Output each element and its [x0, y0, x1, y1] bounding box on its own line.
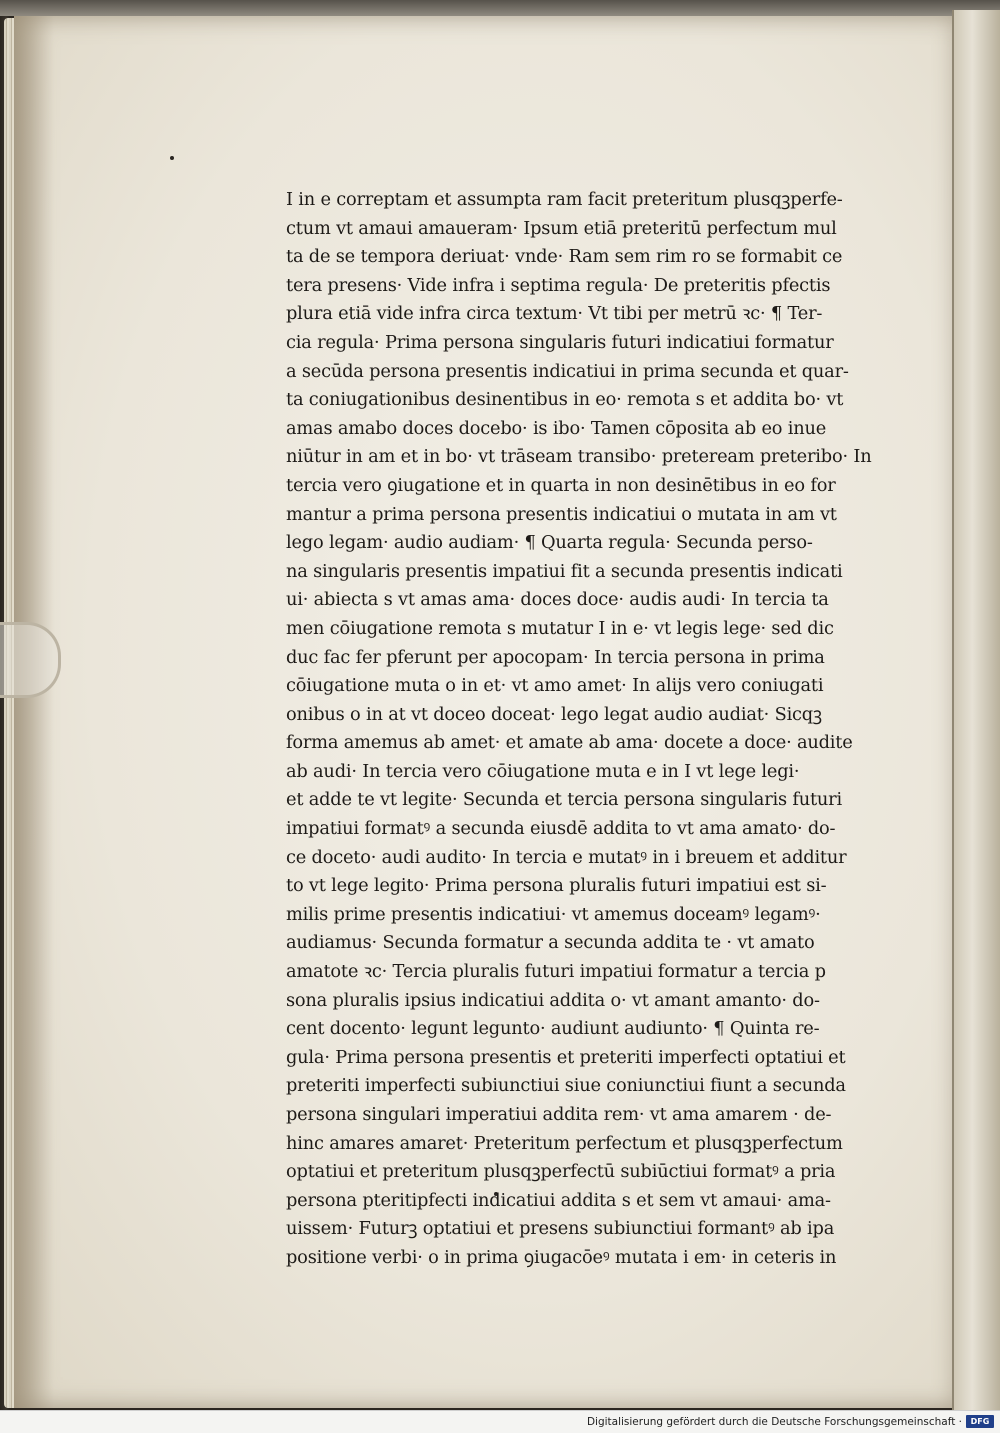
text-line: persona pteritipfecti indicatiui addita s et sem vt amaui· ama-: [286, 1189, 831, 1211]
text-line: plura etiā vide infra circa textum· Vt tibi per metrū ꝛc· ¶ Ter-: [286, 303, 823, 325]
text-line: positione verbi· o in prima ꝯiugacōeꝰ mutata i em· in ceteris in: [286, 1246, 837, 1268]
text-line: ce doceto· audi audito· In tercia e mutatꝰ in i breuem et additur: [286, 846, 847, 868]
text-line: audiamus· Secunda formatur a secunda addita te · vt amato: [286, 932, 815, 954]
page-clip: [0, 622, 61, 698]
text-line: preteriti imperfecti subiunctiui siue coniunctiui fiunt a secunda: [286, 1075, 846, 1097]
text-line: lego legam· audio audiam· ¶ Quarta regula· Secunda perso-: [286, 532, 813, 554]
text-line: persona singulari imperatiui addita rem· vt ama amarem · de-: [286, 1104, 832, 1125]
text-line: ui· abiecta s vt amas ama· doces doce· audis audi· In tercia ta: [286, 589, 829, 611]
text-line: impatiui formatꝰ a secunda eiusdē addita to vt ama amato· do-: [286, 818, 836, 840]
book-top-edge: [0, 0, 1000, 16]
text-line: a secūda persona presentis indicatiui in prima secunda et quar-: [286, 360, 849, 382]
text-line: onibus o in at vt doceo doceat· lego legat audio audiat· Sicqꝫ: [286, 703, 822, 725]
text-line: gula· Prima persona presentis et preteriti imperfecti optatiui et: [286, 1046, 846, 1068]
text-line: uissem· Futurꝫ optatiui et presens subiunctiui formantꝰ ab ipa: [286, 1218, 835, 1240]
text-line: hinc amares amaret· Preteritum perfectum et plusqꝫperfectum: [286, 1132, 843, 1154]
text-line: cent docento· legunt legunto· audiunt audiunto· ¶ Quinta re-: [286, 1018, 820, 1040]
text-line: milis prime presentis indicatiui· vt amemus doceamꝰ legamꝰ·: [286, 903, 821, 925]
text-line: ab audi· In tercia vero cōiugatione muta e in I vt lege legi·: [286, 760, 800, 782]
text-line: duc fac fer pferunt per apocopam· In tercia persona in prima: [286, 646, 825, 668]
text-line: amatote ꝛc· Tercia pluralis futuri impatiui formatur a tercia p: [286, 961, 826, 983]
text-line: ctum vt amaui amaueram· Ipsum etiā preteritū perfectum mul: [286, 217, 837, 239]
ink-speck: [170, 156, 174, 160]
text-line: niūtur in am et in bo· vt trāseam transibo· preteream preteribo· In: [286, 446, 872, 468]
book-cover-edge: [952, 10, 1000, 1410]
text-line: to vt lege legito· Prima persona pluralis futuri impatiui est si-: [286, 875, 827, 897]
text-line: I in e correptam et assumpta ram facit preteritum plusqꝫperfe-: [286, 189, 843, 210]
text-line: na singularis presentis impatiui fit a secunda presentis indicati: [286, 560, 843, 582]
dfg-logo: DFG: [966, 1415, 994, 1428]
incunable-text-block: [286, 186, 892, 1273]
text-line: men cōiugatione remota s mutatur I in e· vt legis lege· sed dic: [286, 617, 834, 639]
text-line: et adde te vt legite· Secunda et tercia persona singularis futuri: [286, 789, 842, 811]
text-line: forma amemus ab amet· et amate ab ama· docete a doce· audite: [286, 732, 853, 754]
text-line: amas amabo doces docebo· is ibo· Tamen cōposita ab eo inue: [286, 417, 827, 439]
text-line: optatiui et preteritum plusqꝫperfectū subiūctiui formatꝰ a pria: [286, 1161, 836, 1183]
text-line: tera presens· Vide infra i septima regula· De preteritis pfectis: [286, 274, 831, 296]
text-line: ta de se tempora deriuat· vnde· Ram sem rim ro se formabit ce: [286, 246, 843, 268]
text-line: cōiugatione muta o in et· vt amo amet· In alijs vero coniugati: [286, 675, 824, 697]
gutter-shadow: [14, 16, 54, 1408]
text-line: tercia vero ꝯiugatione et in quarta in non desinētibus in eo for: [286, 474, 836, 496]
text-line: sona pluralis ipsius indicatiui addita o· vt amant amanto· do-: [286, 989, 820, 1011]
text-line: ta coniugationibus desinentibus in eo· remota s et addita bo· vt: [286, 389, 844, 411]
text-line: cia regula· Prima persona singularis futuri indicatiui formatur: [286, 331, 834, 353]
text-line: mantur a prima persona presentis indicatiui o mutata in am vt: [286, 503, 837, 525]
funding-notice: Digitalisierung gefördert durch die Deutsche Forschungsgemeinschaft ·: [586, 1416, 962, 1428]
digitization-footer: [0, 1410, 1000, 1433]
